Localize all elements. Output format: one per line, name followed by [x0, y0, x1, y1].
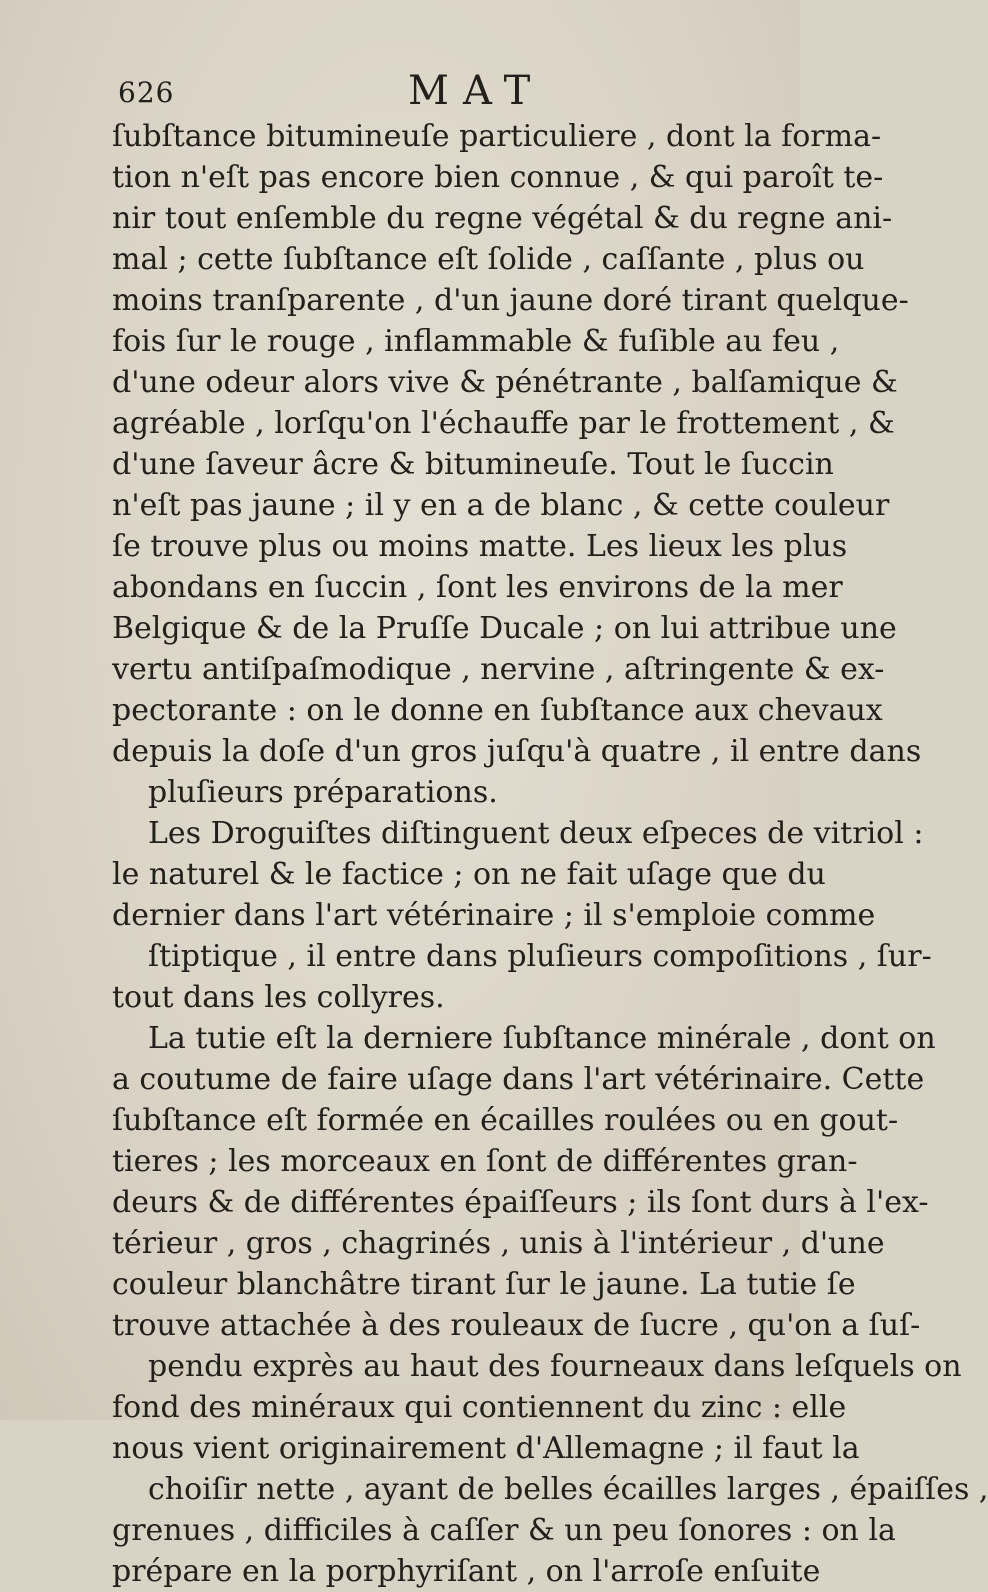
body-text [112, 116, 988, 1592]
text-line: choiſir nette , ayant de belles écailles larges , épaiſſes , [148, 1472, 988, 1507]
text-line: prépare en la porphyriſant , on l'arroſe enſuite [112, 1554, 821, 1589]
page-header [118, 68, 678, 118]
text-line: fois ſur le rouge , inflammable & fuſible au feu , [112, 324, 840, 359]
text-line: térieur , gros , chagrinés , unis à l'intérieur , d'une [112, 1226, 885, 1261]
text-line: d'une ſaveur âcre & bitumineuſe. Tout le ſuccin [112, 447, 834, 482]
text-line: dernier dans l'art vétérinaire ; il s'emploie comme [112, 898, 876, 933]
text-line: trouve attachée à des rouleaux de ſucre , qu'on a ſuſ- [112, 1308, 921, 1343]
text-line: nous vient originairement d'Allemagne ; il faut la [112, 1431, 860, 1466]
text-line: le naturel & le factice ; on ne fait uſage que du [112, 857, 826, 892]
text-line: Belgique & de la Pruſſe Ducale ; on lui attribue une [112, 611, 897, 646]
text-line: tieres ; les morceaux en ſont de différentes gran- [112, 1144, 858, 1179]
text-line: ſtiptique , il entre dans pluſieurs compoſitions , ſur- [148, 939, 932, 974]
paragraph-end-line: tout dans les collyres. [112, 980, 445, 1015]
text-line: abondans en ſuccin , ſont les environs de la mer [112, 570, 843, 605]
text-line: ſe trouve plus ou moins matte. Les lieux les plus [112, 529, 848, 564]
text-line: mal ; cette ſubſtance eſt ſolide , caſſante , plus ou [112, 242, 865, 277]
text-line: ſubſtance eſt formée en écailles roulées ou en gout- [112, 1103, 899, 1138]
text-line: grenues , difficiles à caſſer & un peu ſonores : on la [112, 1513, 896, 1548]
text-line: tion n'eſt pas encore bien connue , & qui paroît te- [112, 160, 884, 195]
text-line: a coutume de faire uſage dans l'art vétérinaire. Cette [112, 1062, 925, 1097]
text-line: couleur blanchâtre tirant ſur le jaune. La tutie ſe [112, 1267, 856, 1302]
paragraph-end-line: pluſieurs préparations. [148, 775, 498, 810]
text-line: deurs & de différentes épaiſſeurs ; ils ſont durs à l'ex- [112, 1185, 929, 1220]
running-head: MAT [408, 68, 545, 114]
text-line: vertu antiſpaſmodique , nervine , aſtringente & ex- [112, 652, 885, 687]
paragraph-start-line: Les Droguiſtes diſtinguent deux eſpeces de vitriol : [148, 816, 924, 851]
text-line: fond des minéraux qui contiennent du zinc : elle [112, 1390, 847, 1425]
text-line: agréable , lorſqu'on l'échauffe par le frottement , & [112, 406, 895, 441]
text-line: d'une odeur alors vive & pénétrante , balſamique & [112, 365, 898, 400]
text-line: ſubſtance bitumineuſe particuliere , dont la forma- [112, 119, 882, 154]
text-line: pendu exprès au haut des fourneaux dans leſquels on [148, 1349, 962, 1384]
text-line: n'eſt pas jaune ; il y en a de blanc , & cette couleur [112, 488, 890, 523]
paragraph-start-line: La tutie eſt la derniere ſubſtance minérale , dont on [148, 1021, 936, 1056]
text-line: depuis la doſe d'un gros juſqu'à quatre , il entre dans [112, 734, 922, 769]
text-line: nir tout enſemble du regne végétal & du regne ani- [112, 201, 893, 236]
text-line: pectorante : on le donne en ſubſtance aux chevaux [112, 693, 883, 728]
page-number: 626 [118, 76, 175, 109]
text-line: moins tranſparente , d'un jaune doré tirant quelque- [112, 283, 909, 318]
